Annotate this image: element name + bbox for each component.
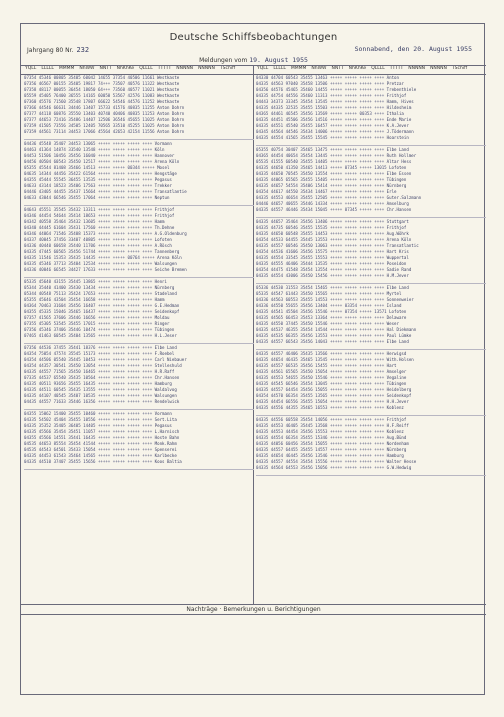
observation-code: 07360 45576 71560 35548 17807 66622 54546 44576 11252 xyxy=(24,99,158,104)
observation-code: 04633 43044 66546 35455 17064 +++++ +++++ +++++ ++++ xyxy=(24,195,155,200)
ship-name: Koos Baltia xyxy=(154,459,182,464)
observation-code: 05336 44530 31553 35454 15465 +++++ +++++ +++++ ++++ xyxy=(256,285,387,290)
observation-code: 04335 44557 46406 35435 13566 +++++ +++++ +++++ ++++ xyxy=(256,351,387,356)
ship-name: Henri xyxy=(154,279,167,284)
observation-code: 04346 44454 54644 35414 18653 +++++ +++++ +++++ ++++ xyxy=(24,213,155,218)
report-frame xyxy=(20,23,485,695)
observation-code: 04335 44554 66354 35455 15346 +++++ +++++ +++++ ++++ xyxy=(256,435,387,440)
observation-code: 04354 44357 30541 35450 13054 +++++ +++++ +++++ ++++ xyxy=(24,363,155,368)
observation-code: 07356 45346 37406 35446 10474 +++++ +++++ +++++ ++++ xyxy=(24,327,155,332)
column-header: TSchiff xyxy=(219,66,236,71)
ship-name: Anton Dohrn xyxy=(157,123,185,128)
observation-code: 05355 40754 30407 35465 13475 +++++ +++++ +++++ ++++ xyxy=(256,147,387,152)
observation-code: 04355 45335 15046 35465 16437 +++++ +++++ +++++ ++++ xyxy=(24,309,155,314)
observation-code: 04335 44735 60546 35455 15535 +++++ +++++ +++++ ++++ xyxy=(256,225,387,230)
ship-name: Chr.Hansen xyxy=(386,207,412,212)
ship-name: Hildesheim xyxy=(386,105,412,110)
ship-name: Frithjof xyxy=(386,225,407,230)
ship-name: Elbe Land xyxy=(386,147,409,152)
ship-name: Amselger xyxy=(386,369,407,374)
observations-right xyxy=(256,75,486,477)
ship-name: Transatlantic xyxy=(386,243,419,248)
ship-name: Westkaste xyxy=(157,81,180,86)
ship-name: Moldau xyxy=(154,315,170,320)
group-separator xyxy=(256,141,486,146)
observation-code: 04355 45566 14551 35441 16435 +++++ +++++ +++++ ++++ xyxy=(24,435,155,440)
observation-code: 04335 44556 44355 35465 16553 +++++ +++++ +++++ ++++ xyxy=(256,405,387,410)
ship-name: Hamm xyxy=(154,297,165,302)
ship-name: G.W.Hedwig xyxy=(386,465,412,470)
observation-code: 05344 40548 75113 35424 17653 +++++ +++++ +++++ ++++ xyxy=(24,291,155,296)
ship-name: Weser xyxy=(386,321,399,326)
ship-name: Amselburg xyxy=(386,201,409,206)
observation-code: 04335 45346 37713 35404 12534 +++++ +++++ +++++ ++++ xyxy=(24,261,155,266)
observation-code: 07465 41463 60545 35404 13565 +++++ +++++ +++++ ++++ xyxy=(24,333,155,338)
ship-name: Stuttgart xyxy=(386,219,409,224)
ship-name: Walter Hesse xyxy=(386,459,417,464)
observation-code: 04535 44653 85554 35454 41544 +++++ +++++ +++++ ++++ xyxy=(24,441,155,446)
ship-name: Guter.Salzmann xyxy=(386,195,422,200)
observation-code: 04355 45444 55545 36455 13535 +++++ +++++ +++++ ++++ xyxy=(24,177,155,182)
ship-name: Myrtel xyxy=(386,291,402,296)
ship-name: Frithjof xyxy=(154,213,175,218)
observation-code: 04330 44704 60543 35455 13463 +++++ +++++ +++++ ++++ xyxy=(256,75,387,80)
column-header: NhWW xyxy=(79,66,95,71)
ship-name: L.Harnisch xyxy=(154,429,180,434)
meldungen xyxy=(21,56,486,64)
observation-code: 04643 45551 35545 35432 13311 +++++ +++++ +++++ ++++ xyxy=(24,207,155,212)
ship-name: H.L.Jeser xyxy=(154,333,177,338)
observation-code: 05335 44547 61443 35450 15565 +++++ +++++ +++++ ++++ xyxy=(256,291,387,296)
observation-code: 04346 44064 71546 35408 15373 +++++ +++++ +++++ ++++ xyxy=(24,231,155,236)
ship-name: Pegasus xyxy=(154,423,172,428)
observation-code: 07354 45346 00805 35405 60042 14655 37354 40506 11661 xyxy=(24,75,158,80)
observation-code: 04364 70463 31604 35456 16407 +++++ +++++ +++++ ++++ xyxy=(24,303,155,308)
ship-name: Trebenthiele xyxy=(386,87,417,92)
observation-code: 04335 44654 46445 35456 13546 +++++ +++++ +++++ ++++ xyxy=(256,453,387,458)
observation-code: 05535 41555 60540 35455 14405 +++++ +++++ +++++ ++++ xyxy=(256,159,387,164)
observation-code: 07356 46567 00155 35405 19817 74+++ 73507 40576 11322 xyxy=(24,81,158,86)
observation-code: 04336 44563 60553 35455 14553 +++++ +++++ +++++ ++++ xyxy=(256,297,387,302)
ship-name: Stelleshuld xyxy=(154,363,182,368)
ship-name: Vormann xyxy=(154,141,172,146)
ship-name: Paul Lümke xyxy=(386,333,412,338)
observation-code: 04335 44550 37445 35450 15546 +++++ +++++ +++++ ++++ xyxy=(256,321,387,326)
ship-name: Monk.Rahm xyxy=(154,441,177,446)
ship-name: A.Rösch xyxy=(154,243,172,248)
observation-code: 04335 44557 71565 35450 16465 +++++ +++++ +++++ ++++ xyxy=(24,369,155,374)
ship-name: Th.Dehne xyxy=(154,225,175,230)
observation-code: 04335 44754 44556 35460 11313 +++++ +++++ +++++ ++++ xyxy=(256,93,387,98)
observation-code: 04335 44511 60545 35435 13555 +++++ +++++ +++++ ++++ xyxy=(24,387,155,392)
observation-code: 04335 54502 45404 35455 10556 +++++ +++++ +++++ ++++ xyxy=(24,417,155,422)
observation-code: 04354 44533 64455 35445 13553 +++++ +++++ +++++ ++++ xyxy=(256,237,387,242)
ship-name: Carl Niebauer xyxy=(154,357,187,362)
ship-name: Anton Dohrn xyxy=(157,129,185,134)
observation-code: 07377 44118 60876 35550 13403 40740 40406 40835 11253 xyxy=(24,111,158,116)
observation-code: 04354 44617 44550 35434 14467 +++++ +++++ +++++ ++++ xyxy=(256,189,387,194)
ship-name: Frithjof xyxy=(386,93,407,98)
observation-code: 04335 40511 93656 35455 16435 +++++ +++++ +++++ ++++ xyxy=(24,381,155,386)
ship-name: Trekker xyxy=(154,183,172,188)
ship-name: Westkaste xyxy=(157,99,180,104)
observation-code: 04446 44657 40655 35446 14334 +++++ +++++ +++++ ++++ xyxy=(256,201,387,206)
ship-name: Rendelwick xyxy=(154,399,180,404)
observation-code: 04463 41364 14874 33540 13548 +++++ +++++ +++++ ++++ xyxy=(24,147,155,152)
observation-code: 07377 44653 72416 35486 14407 12506 36546 45655 11025 xyxy=(24,117,158,122)
column-header: NNTT xyxy=(99,66,112,71)
observation-code: 04335 44554 41565 35455 15545 +++++ +++++ +++++ ++++ xyxy=(256,135,387,140)
ship-name: Hoarstein xyxy=(386,135,409,140)
ship-name: Walsungen xyxy=(154,261,177,266)
column-header: TSchiff xyxy=(451,66,468,71)
ship-name: Hoste Bahn xyxy=(154,435,180,440)
ship-name: Nürnberg xyxy=(386,447,407,452)
observation-code: 04335 44545 66546 35454 13045 +++++ +++++ +++++ ++++ xyxy=(256,381,387,386)
group-separator xyxy=(256,411,486,416)
observation-code: 04335 47445 60565 35456 51744 +++++ +++++ +++++ ++++ xyxy=(24,249,155,254)
observation-code: 07359 41505 73556 34505 12405 70565 33510 45255 11025 xyxy=(24,123,158,128)
observation-code: 04335 44561 65565 35450 15054 +++++ +++++ +++++ ++++ xyxy=(256,369,387,374)
observation-code: 04446 43405 44455 35437 15664 +++++ +++++ +++++ ++++ xyxy=(24,189,155,194)
observation-code: 04335 44551 45540 35455 16457 +++++ +++++ +++++ ++++ xyxy=(256,123,387,128)
column-header: QLLLL xyxy=(371,66,385,71)
observation-code: 04335 44557 60546 35450 13063 +++++ +++++ +++++ ++++ xyxy=(256,243,387,248)
ship-name: Island xyxy=(386,303,402,308)
observation-code: 04354 44506 05540 35445 10453 +++++ +++++ +++++ ++++ xyxy=(24,357,155,362)
ship-name: H.H.Jever xyxy=(386,399,409,404)
observation-code: 07356 44536 37455 35441 18376 +++++ +++++ +++++ ++++ xyxy=(24,345,155,350)
column-header: NhWW xyxy=(311,66,327,71)
observation-code: 05335 45640 43155 35445 13865 +++++ +++++ +++++ ++++ xyxy=(24,279,155,284)
ship-name: Delaware xyxy=(386,315,407,320)
observation-code: 05355 45544 81408 35466 14513 +++++ +++++ 00344 +++++ xyxy=(24,165,158,170)
group-separator xyxy=(256,279,486,284)
observation-code: 04335 44563 97040 35458 13506 +++++ +++++ +++++ ++++ xyxy=(256,81,387,86)
column-header: LLLLL xyxy=(273,66,286,71)
ship-name: Lofoten xyxy=(154,237,172,242)
column-header: NNNNN xyxy=(198,66,215,71)
observation-code: 04335 44557 46446 35434 15045 +++++ 07345 +++++ ++++ xyxy=(256,207,387,212)
observation-code: 04354 44570 66354 35455 13565 +++++ +++++ +++++ ++++ xyxy=(256,393,387,398)
observation-code: 04336 40440 60658 35440 11706 +++++ +++++ +++++ ++++ xyxy=(24,243,155,248)
ship-name: Westkaste xyxy=(157,87,180,92)
observation-code: 04335 44056 60456 35454 15055 +++++ +++++ +++++ ++++ xyxy=(256,441,387,446)
ship-name: Anton Dohrn xyxy=(157,105,185,110)
ship-name: Anton Dohrn xyxy=(157,111,185,116)
observation-code: 07358 48117 00055 36454 18050 64+++ 73560 40577 11021 xyxy=(24,87,158,92)
ship-name: H.M.Jever xyxy=(386,273,409,278)
ship-name: Elbe Land xyxy=(154,345,177,350)
ship-name: Arena Köln xyxy=(157,255,182,260)
observation-code: 04335 44553 54655 35450 15546 +++++ +++++ +++++ ++++ xyxy=(256,375,387,380)
ship-name: H.F.Reiff xyxy=(386,423,409,428)
observation-code: 04335 44065 65565 35455 15405 +++++ +++++ +++++ ++++ xyxy=(256,177,387,182)
ship-name: Aug.Wöhrk xyxy=(386,231,409,236)
observation-code: 04335 44335 32535 35455 15503 +++++ +++++ +++++ ++++ xyxy=(256,105,387,110)
observation-code: 04335 44451 45506 35456 14516 +++++ +++++ +++++ ++++ xyxy=(256,117,387,122)
observation-code: 04335 44557 64455 35455 14557 +++++ +++++ +++++ ++++ xyxy=(256,447,387,452)
observation-code: 04335 44650 70545 35450 13554 +++++ +++++ +++++ ++++ xyxy=(256,171,387,176)
observation-code: 04335 44554 43006 35450 15456 +++++ +++++ +++++ ++++ xyxy=(256,273,387,278)
ship-name: Tübingen xyxy=(386,381,407,386)
ship-name: Ruth Hollmer xyxy=(386,153,417,158)
ship-name: Seiche Bremen xyxy=(154,267,187,272)
observation-code: 04456 40504 60543 35450 12517 +++++ +++++ +++++ ++++ xyxy=(24,159,155,164)
ship-name: Mosel xyxy=(157,165,170,170)
observation-code: 07355 45305 53545 35455 17015 +++++ +++++ +++++ ++++ xyxy=(24,321,155,326)
ship-name: K.A.Jever xyxy=(386,123,409,128)
ship-name: J.Tödermann xyxy=(386,129,414,134)
group-separator xyxy=(24,405,254,410)
nachtraege-heading: Nachträge · Bemerkungen u. Berichtigungen xyxy=(186,606,321,613)
ship-name: Altar Hess xyxy=(386,159,412,164)
observation-code: 04335 44557 44554 35454 15556 +++++ +++++ +++++ ++++ xyxy=(256,459,387,464)
observation-code: 04365 44454 40654 35454 13445 +++++ +++++ +++++ ++++ xyxy=(256,153,387,158)
ship-name: Stadeland xyxy=(154,291,177,296)
ship-name: With.Holsen xyxy=(386,357,414,362)
ship-name: Westkaste xyxy=(157,93,180,98)
ship-name: Elbe Land xyxy=(386,339,409,344)
observation-code: 04355 15062 15400 35455 10460 +++++ +++++ +++++ ++++ xyxy=(24,411,155,416)
observation-code: 04336 40046 66545 34427 17633 +++++ +++++ +++++ ++++ xyxy=(24,267,155,272)
observation-code: 04335 44541 45504 35456 15546 +++++ 07354 +++++ 13571 xyxy=(256,309,390,314)
observation-code: 04335 44564 64553 35456 15056 +++++ +++++ +++++ ++++ xyxy=(256,465,387,470)
ship-name: Sert.Lita xyxy=(154,417,177,422)
observation-code: 04335 44510 37407 35455 15656 +++++ +++++ +++++ ++++ xyxy=(24,459,155,464)
ship-name: Elbe Land xyxy=(386,285,409,290)
observation-code: 04335 44554 33545 35455 15553 +++++ +++++ +++++ ++++ xyxy=(256,255,387,260)
ship-name: Karlbecke xyxy=(154,453,177,458)
ship-name: Poseidon xyxy=(386,261,407,266)
observation-code: 04335 44557 66535 35456 15455 +++++ +++++ +++++ ++++ xyxy=(256,363,387,368)
column-header: YQLL xyxy=(257,66,269,71)
ship-name: Nürnberg xyxy=(386,183,407,188)
observation-code: 04335 44657 35464 35456 13406 +++++ +++++ +++++ ++++ xyxy=(256,219,387,224)
ship-name: Pretzar xyxy=(386,81,404,86)
meldungen-value: 19. August 1955 xyxy=(249,56,308,64)
observation-code: 04356 44576 45465 35460 14455 +++++ +++++ +++++ ++++ xyxy=(256,87,387,92)
jahrgang-value: 232 xyxy=(76,46,90,54)
group-separator xyxy=(256,345,486,350)
observation-code: 07366 44546 66631 34446 13407 15733 41576 40835 11255 xyxy=(24,105,158,110)
ship-name: Anton Dohrn xyxy=(157,117,185,122)
ship-name: Vormann xyxy=(154,411,172,416)
ship-name: Ithalia xyxy=(386,111,404,116)
observation-code: 04335 44650 60548 35455 14453 +++++ +++++ +++++ ++++ xyxy=(256,231,387,236)
group-separator xyxy=(256,213,486,218)
observation-code: 04335 44557 64454 35456 15055 +++++ +++++ +++++ ++++ xyxy=(256,387,387,392)
observation-code: 04335 44553 46405 35445 13568 +++++ +++++ +++++ ++++ xyxy=(256,423,387,428)
ship-name: Frithjof xyxy=(154,207,175,212)
ship-name: Arena Köln xyxy=(386,237,412,242)
jahrgang xyxy=(27,46,89,54)
ship-name: Chr.Hansen xyxy=(154,375,180,380)
ship-name: Hart Kris xyxy=(386,249,409,254)
bottom-rule xyxy=(21,604,486,605)
observation-code: 05344 35440 41400 35430 13434 +++++ +++++ +++++ ++++ xyxy=(24,285,155,290)
ship-name: Lofoten xyxy=(389,309,407,314)
ship-name: Tannenberg xyxy=(154,249,180,254)
ship-name: H.R.Raff xyxy=(154,369,175,374)
column-header: MMMM xyxy=(290,66,307,71)
column-header: NhKhKe xyxy=(348,66,367,71)
observation-code: 04335 44650 41350 35465 14413 +++++ 07345 +++++ 13015 xyxy=(256,165,390,170)
observations-left xyxy=(24,75,254,471)
observation-code: 04335 44553 44454 35456 15553 +++++ +++++ +++++ ++++ xyxy=(256,429,387,434)
observation-code: 04335 45566 35454 35451 11057 +++++ +++++ +++++ ++++ xyxy=(24,429,155,434)
ship-name: Hamm xyxy=(154,219,165,224)
ship-name: Koblenz xyxy=(386,405,404,410)
issue-date: Sonnabend, den 20. August 1955 xyxy=(354,45,472,53)
meldungen-label: Meldungen vom xyxy=(199,57,248,64)
ship-name: Hengstäge xyxy=(154,171,177,176)
ship-name: Sadie Rand xyxy=(386,267,412,272)
nachtraege-rule xyxy=(21,614,486,615)
observation-code: 04340 44445 61604 35431 17560 +++++ +++++ +++++ ++++ xyxy=(24,225,155,230)
column-header: NNNNN xyxy=(430,66,447,71)
observation-code: 04345 44564 44546 35434 14006 +++++ +++++ +++++ ++++ xyxy=(256,129,387,134)
header-row xyxy=(21,44,486,56)
observation-code: 04335 44454 66556 35455 15054 +++++ +++++ +++++ ++++ xyxy=(256,399,387,404)
observation-code: 04435 44557 71633 35446 16356 +++++ +++++ +++++ ++++ xyxy=(24,399,155,404)
ship-name: F.Roebel xyxy=(154,351,175,356)
group-separator xyxy=(24,135,254,140)
observation-code: 04635 14344 44456 35422 61564 +++++ +++++ +++++ ++++ xyxy=(24,171,155,176)
observation-code: 04453 51506 10456 35456 16040 +++++ +++++ +++++ ++++ xyxy=(24,153,155,158)
group-separator xyxy=(24,201,254,206)
column-header: YQLL xyxy=(25,66,37,71)
group-separator xyxy=(256,471,486,476)
jahrgang-label: Jahrgang 80 Nr. xyxy=(27,47,74,54)
ship-name: Ringer xyxy=(154,321,170,326)
ship-name: Vegaline xyxy=(386,375,407,380)
ship-name: Arena Köln xyxy=(154,159,180,164)
observation-code: 04335 35352 35405 36405 14405 +++++ +++++ +++++ ++++ xyxy=(24,423,155,428)
ship-name: Hal Diekmann xyxy=(386,327,417,332)
column-header: QLLLL xyxy=(139,66,153,71)
ship-name: Erle xyxy=(386,189,397,194)
ship-name: Köln xyxy=(154,147,165,152)
observation-code: 04335 44657 54554 35406 15414 +++++ +++++ +++++ ++++ xyxy=(256,183,387,188)
ship-name: Ende Marie xyxy=(386,117,412,122)
ship-name: Lofoten xyxy=(389,165,407,170)
ship-name: Aug.Bünd xyxy=(386,435,407,440)
ship-name: Anton xyxy=(386,75,399,80)
ship-name: Elbe Essen xyxy=(386,171,412,176)
ship-name: Neptun xyxy=(154,195,170,200)
observation-code: 04335 44555 46406 35444 13535 +++++ +++++ +++++ ++++ xyxy=(256,261,387,266)
ship-name: Seidenkopf xyxy=(386,393,412,398)
observation-code: 04354 75054 47574 35545 15173 +++++ +++++ +++++ ++++ xyxy=(24,351,155,356)
ship-name: Transatlantie xyxy=(154,189,187,194)
observation-code: 04335 44535 66355 35456 13553 +++++ +++++ +++++ ++++ xyxy=(256,333,387,338)
group-separator xyxy=(24,339,254,344)
observation-code: 04342 40558 35464 35432 13605 +++++ +++++ +++++ ++++ xyxy=(24,219,155,224)
observation-code: 04335 11546 15353 35435 14435 +++++ +++++ 00764 +++++ xyxy=(24,255,158,260)
ship-name: Spenserei xyxy=(154,447,177,452)
observation-code: 04335 44556 60558 35454 14056 +++++ +++++ +++++ ++++ xyxy=(256,417,387,422)
ship-name: Tübingen xyxy=(386,177,407,182)
column-header: MMMM xyxy=(58,66,75,71)
ship-name: Nürnberg xyxy=(154,285,175,290)
column-header: LLLLL xyxy=(41,66,54,71)
ship-name: Heidelberg xyxy=(386,387,412,392)
observation-code: 04335 44553 46654 35455 12505 +++++ +++++ +++++ ++++ xyxy=(256,195,387,200)
observation-code: 04336 44550 55655 35456 13404 +++++ 03354 +++++ ++++ xyxy=(256,303,387,308)
ship-name: Frithjof xyxy=(386,417,407,422)
ship-name: Nordenham xyxy=(386,441,409,446)
column-headers-right xyxy=(257,66,483,75)
observation-code: 04335 44557 66543 35456 14043 +++++ +++++ +++++ ++++ xyxy=(256,339,387,344)
observation-code: 04354 44475 41548 35454 13554 +++++ +++++ +++++ ++++ xyxy=(256,267,387,272)
observation-code: 05559 45405 76400 36555 14165 60050 53567 42576 11083 xyxy=(24,93,158,98)
observation-code: 04335 44654 46435 35465 13545 +++++ +++++ +++++ ++++ xyxy=(256,357,387,362)
observation-code: 04335 44537 46355 35454 14544 +++++ +++++ +++++ ++++ xyxy=(256,327,387,332)
ship-name: A.G.Oldenburg xyxy=(154,231,187,236)
ship-name: Waldalvog xyxy=(154,387,177,392)
ship-name: Herwigsd xyxy=(386,351,407,356)
observation-code: 07357 41565 37606 35446 16656 +++++ +++++ +++++ ++++ xyxy=(24,315,155,320)
group-separator xyxy=(24,273,254,278)
column-header: NNTT xyxy=(331,66,344,71)
ship-name: Hamburg xyxy=(386,453,404,458)
page-title: Deutsche Schiffsbeobachtungen xyxy=(169,32,338,43)
ship-name: Hart xyxy=(386,363,397,368)
column-header: TTTTT xyxy=(389,66,404,71)
observation-code: 04337 40045 37456 33407 40805 +++++ +++++ +++++ ++++ xyxy=(24,237,155,242)
ship-name: Koblenz xyxy=(386,429,404,434)
observation-code: 04335 44453 61543 35464 14565 +++++ +++++ +++++ ++++ xyxy=(24,453,155,458)
observation-code: 07359 44561 73114 34453 17066 45564 42653 42154 11556 xyxy=(24,129,158,134)
ship-name: Walsungen xyxy=(154,393,177,398)
observation-code: 04535 44543 64501 35433 15054 +++++ +++++ +++++ ++++ xyxy=(24,447,155,452)
ship-name: Hannover xyxy=(154,153,175,158)
ship-name: Hamburg xyxy=(154,381,172,386)
observation-code: 04436 45548 35407 34453 13065 +++++ +++++ +++++ ++++ xyxy=(24,141,155,146)
ship-name: Westkaste xyxy=(157,75,180,80)
column-header: NhKhKe xyxy=(116,66,135,71)
observation-code: 04633 43144 18523 35406 17563 +++++ +++++ +++++ ++++ xyxy=(24,183,155,188)
column-header: NNNNN xyxy=(176,66,194,71)
column-header: NNNNN xyxy=(408,66,426,71)
ship-name: Seidenkopf xyxy=(154,309,180,314)
observation-code: 07335 44537 65540 35435 10564 +++++ +++++ +++++ ++++ xyxy=(24,375,155,380)
column-header: TTTTT xyxy=(157,66,172,71)
ship-name: Hamm, Hives xyxy=(386,99,414,104)
observation-code: 04443 34373 33345 35454 13545 +++++ +++++ +++++ ++++ xyxy=(256,99,387,104)
observations-body xyxy=(21,75,486,604)
observation-code: 04335 44565 66453 35453 13364 +++++ +++++ +++++ ++++ xyxy=(256,315,387,320)
ship-name: Pegasus xyxy=(154,177,172,182)
ship-name: Sonnenweier xyxy=(386,297,414,302)
group-separator xyxy=(24,465,254,470)
ship-name: Tübingen xyxy=(154,327,175,332)
observation-code: 04354 44536 41606 35456 15575 +++++ +++++ +++++ ++++ xyxy=(256,249,387,254)
observation-code: 04335 44107 40545 35407 10535 +++++ +++++ +++++ ++++ xyxy=(24,393,155,398)
ship-name: Wuppertal xyxy=(386,255,409,260)
ship-name: G.E.Hedman xyxy=(154,303,180,308)
observation-code: 04365 44461 46545 35456 13569 +++++ +++++ 00353 ++++ xyxy=(256,111,387,116)
observation-code: 05355 45646 43504 35454 16658 +++++ +++++ +++++ ++++ xyxy=(24,297,155,302)
column-headers-left xyxy=(25,66,251,75)
